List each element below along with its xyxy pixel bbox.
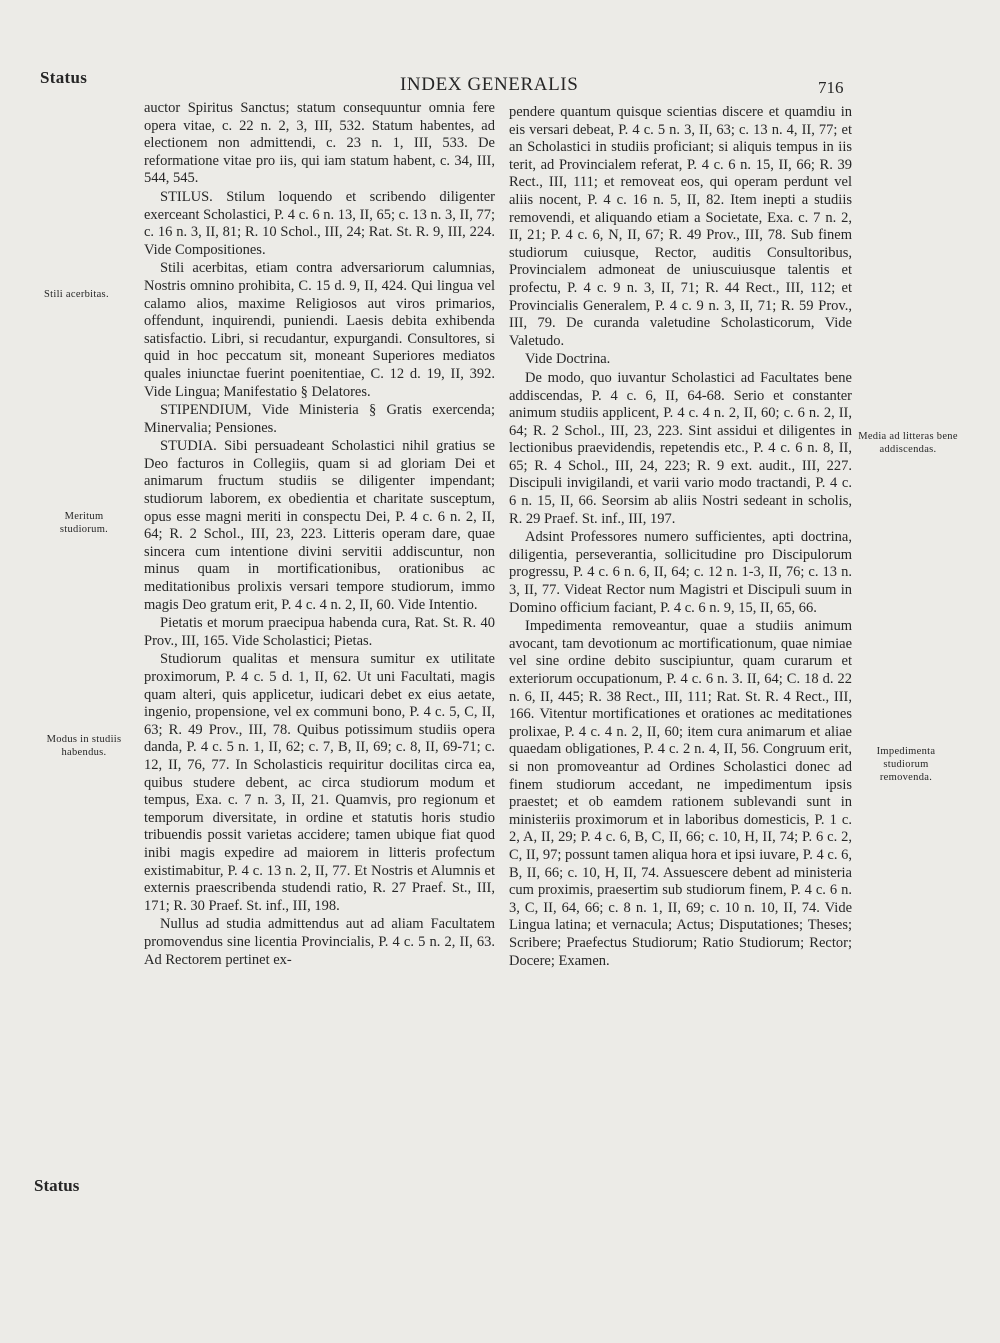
running-title: INDEX GENERALIS [400, 74, 579, 95]
paragraph: Adsint Professores numero sufficientes, apti doctrina, diligentia, perseverantia, sollicitudine pro Discipulorum progressu, P. 4 c. 6 n. 6, II, 64; c. 12 n. 1-3, II, 76; c. 13 n. 3, II, 77. Videat Rector num Magistri et Discipuli suum in Domino officium faciant, P. 4 c. 6 n. 9, 15, II, 65, 66. [509, 529, 852, 616]
margin-note-media-litteras: Media ad litteras bene addiscendas. [858, 431, 958, 455]
paragraph: De modo, quo iuvantur Scholastici ad Facultates bene addiscendas, P. 4 c. 6, II, 64-68. Serio et constanter animum studiis applicent, P. 4 c. 4 n. 2, II, 60; c. 6 n. 2, II, 64; R. 2 Schol., III, 23, 223. Sint assidui et diligentes in lectionibus praevidendis, repetendis etc., P. 4 c. 6 n. 8, II, 65; R. 4 Schol., III, 24, 223; R. 9 ext. audit., III, 227. Discipuli invigilandi, et varii vario modo tractandi, P. 4 c. 6 n. 15, II, 66. Seorsim ab aliis Nostri sedeant in scholis, R. 29 Praef. St. inf., III, 197. [509, 369, 852, 527]
paragraph: Nullus ad studia admittendus aut ad aliam Facultatem promovendus sine licentia Provincialis, P. 4 c. 5 n. 2, II, 63. Ad Rectorem pertinet ex- [144, 916, 495, 968]
paragraph: auctor Spiritus Sanctus; statum consequuntur omnia fere opera vitae, c. 22 n. 2, 3, III, 532. Statum habentes, ad electionem non admittendi, c. 23 n. 1, III, 533. De reformatione vitae pro iis, qui iam statum habent, c. 34, III, 544, 545. [144, 100, 495, 187]
paragraph: Stili acerbitas, etiam contra adversariorum calumnias, Nostris omnino prohibita, C. 15 d. 9, II, 424. Qui lingua vel calamo alios, maxime Religiosos aut viros primarios, offendunt, inquirendi, puniendi. Laesis debita exhibenda satisfactio. Libri, si recudantur, expurgandi. Consultores, si quid in hoc peccatum sit, moneant Superiores mediatos quales iniunctae fuerint poenitentiae, C. 12 d. 19, II, 392. Vide Lingua; Manifestatio § Delatores. [144, 260, 495, 400]
page-number: 716 [818, 78, 844, 97]
paragraph: STUDIA. Sibi persuadeant Scholastici nihil gratius se Deo facturos in Collegiis, quam si ad gloriam Dei et animarum fructum studiis se diligenter impendant; studiorum laborem, ex obedientia et charitate susceptum, opus esse magni meriti in conspectu Dei, P. 4 c. 6 n. 2, II, 64; R. 2 Schol., III, 23, 223. Litteris operam dare, quae sincera cum intentione divini servitii addiscuntur, non minus quam in mortificationibus, orationibus ac meditationibus prolixis versari tempore studiorum, immo magis Deo gratum erit, P. 4 c. 4 n. 2, II, 60. Vide Intentio. [144, 438, 495, 613]
margin-note-impedimenta: Impedimenta studiorum removenda. [876, 746, 936, 783]
paragraph: Studiorum qualitas et mensura sumitur ex utilitate proximorum, P. 4 c. 5 d. 1, II, 62. Ut uni Facultati, magis quam alteri, quis applicetur, iudicari debet ex eius aetate, ingenio, propensione, vel ex communi bono, P. 4 c. 5, C, II, 63; R. 49 Prov., III, 78. Quibus potissimum studiis opera danda, P. 4 c. 5 n. 1, II, 62; c. 7, B, II, 69; c. 8, II, 69-71; c. 12, II, 76, 77. In Scholasticis requiritur docilitas circa ea, quibus studere debent, ac circa studiorum modum et tempus, Exa. c. 7 n. 3, II, 21. Quamvis, pro regionum et temporum diversitate, in ordine et statutis horis studio tribuendis possit varietas accidere; tamen ubique fiat quod inibi magis expedire ad maiorem in litteris profectum existimabitur, P. 4 c. 13 n. 2, II, 77. Et Nostris et Alumnis et externis praescribenda studendi ratio, R. 27 Praef. St., III, 171; R. 30 Praef. St. inf., III, 198. [144, 651, 495, 914]
paragraph: STILUS. Stilum loquendo et scribendo diligenter exerceant Scholastici, P. 4 c. 6 n. 13, II, 65; c. 13 n. 3, II, 77; c. 16 n. 3, II, 81; R. 10 Schol., III, 24; Rat. St. R. 9, III, 224. Vide Compositiones. [144, 188, 495, 258]
paragraph: STIPENDIUM, Vide Ministeria § Gratis exercenda; Minervalia; Pensiones. [144, 402, 495, 436]
corner-catchword-bottom: Status [34, 1176, 80, 1195]
right-text-column [509, 104, 852, 970]
paragraph: pendere quantum quisque scientias discere et quamdiu in eis versari debeat, P. 4 c. 5 n. 3, II, 63; c. 13 n. 4, II, 77; et an Scholastici in studiis proficiant; si aliquis tempus in iis terit, ad Provincialem referat, P. 4 c. 6 n. 15, II, 66; R. 39 Rect., III, 111; et removeat eos, qui operam perdunt vel aliis nocent, P. 4 c. 16 n. 5, II, 82. Item inepti a studiis removendi, et aliquando etiam a Societate, Exa. c. 7 n. 2, II, 21; P. 4 c. 6, N, II, 67; R. 49 Prov., III, 78. Sub finem studiorum cuiusque, Rector, auditis Consultoribus, Provincialem admoneat de uniuscuiusque talentis et profectu, P. 4 c. 9 n. 3, II, 71; R. 44 Rect., III, 112; et Provincialis Generalem, P. 4 c. 9 n. 3, II, 71; R. 59 Prov., III, 79. De curanda valetudine Scholasticorum, Vide Valetudo. [509, 104, 852, 349]
margin-note-modus-studiis: Modus in studiis habendus. [46, 734, 122, 758]
corner-catchword-top: Status [40, 68, 88, 87]
margin-note-meritum-studiorum: Meritum studiorum. [59, 511, 109, 535]
paragraph: Impedimenta removeantur, quae a studiis animum avocant, tam devotionum ac mortificationum, quae nimiae vel sine ordine debito suscipiuntur, quam curarum et exteriorum occupationum, P. 4 c. 6 n. 3. II, 64; C. 18 d. 22 n. 6, II, 445; R. 38 Rect., III, 111; Rat. St. R. 4 Rect., III, 166. Vitentur mortificationes et orationes ac meditationes prolixae, P. 4 c. 4 n. 2, II, 60; item cura animarum et aliae quaedam obligationes, P. 4 c. 2 n. 4, II, 56. Congruum erit, si non promoveantur ad Ordines Scholastici donec ad finem studiorum accedant, ne impedimentum ipsis praestet; et ob eamdem rationem sublevandi sunt in ministeriis proximorum et in laboribus domesticis, P. 1 c. 2, A, II, 29; P. 4 c. 6, B, C, II, 66; c. 10, H, II, 74; P. 6 c. 2, C, II, 97; possunt tamen aliqua hora et ipsi iuvare, P. 4 c. 6, B, II, 66; c. 10, H, II, 74. Assuescere debent ad ministeria cum proximis, praesertim sub studiorum finem, P. 4 c. 6 n. 3, C, II, 64, 66; c. 8 n. 1, II, 69; c. 10 n. 10, II, 74. Vide Lingua latina; et vernacula; Actus; Disputationes; Theses; Scribere; Praefectus Studiorum; Ratio Studiorum; Rector; Docere; Examen. [509, 618, 852, 969]
left-text-column [144, 100, 495, 969]
paragraph: Vide Doctrina. [525, 351, 611, 368]
margin-note-stili-acerbitas: Stili acerbitas. [44, 289, 109, 300]
paragraph: Pietatis et morum praecipua habenda cura, Rat. St. R. 40 Prov., III, 165. Vide Scholastici; Pietas. [144, 615, 495, 649]
